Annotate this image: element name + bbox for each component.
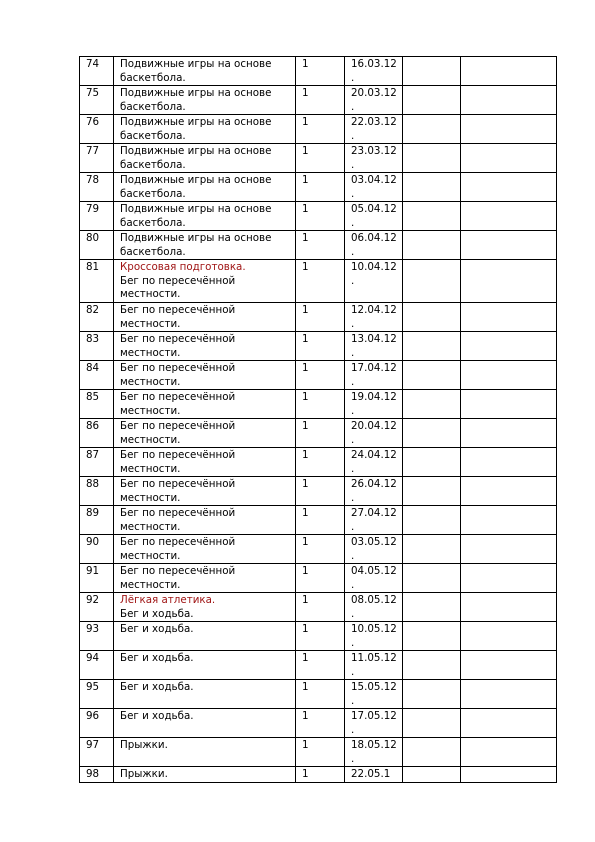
lesson-number-cell: 87 bbox=[80, 448, 114, 477]
empty-cell bbox=[461, 115, 557, 144]
lesson-topic-cell bbox=[114, 651, 296, 680]
empty-cell bbox=[461, 86, 557, 115]
lesson-hours-cell: 1 bbox=[296, 260, 345, 303]
lesson-topic: Бег по пересечённой местности. bbox=[120, 449, 236, 475]
empty-cell bbox=[403, 448, 461, 477]
lesson-hours-cell: 1 bbox=[296, 173, 345, 202]
lesson-date-cell: 03.05.12. bbox=[345, 535, 403, 564]
lesson-date-cell: 20.04.12. bbox=[345, 419, 403, 448]
lesson-topic: Бег по пересечённой местности. bbox=[120, 536, 236, 562]
lesson-topic: Подвижные игры на основе баскетбола. bbox=[120, 58, 272, 84]
empty-cell bbox=[403, 767, 461, 783]
empty-cell bbox=[461, 231, 557, 260]
lesson-topic: Бег и ходьба. bbox=[120, 681, 194, 693]
lesson-topic: Подвижные игры на основе баскетбола. bbox=[120, 116, 272, 142]
empty-cell bbox=[461, 738, 557, 767]
lesson-topic-cell bbox=[114, 115, 296, 144]
empty-cell bbox=[461, 57, 557, 86]
lesson-date-cell: 18.05.12. bbox=[345, 738, 403, 767]
lesson-number-cell: 78 bbox=[80, 173, 114, 202]
lesson-topic-cell bbox=[114, 57, 296, 86]
lesson-date-cell: 15.05.12. bbox=[345, 680, 403, 709]
empty-cell bbox=[403, 477, 461, 506]
lesson-topic: Бег по пересечённой местности. bbox=[120, 420, 236, 446]
lesson-topic-cell bbox=[114, 738, 296, 767]
lesson-number-cell: 95 bbox=[80, 680, 114, 709]
empty-cell bbox=[461, 535, 557, 564]
lesson-number-cell: 83 bbox=[80, 332, 114, 361]
lesson-hours-cell: 1 bbox=[296, 86, 345, 115]
lesson-topic: Бег и ходьба. bbox=[120, 607, 194, 620]
lesson-topic-cell bbox=[114, 535, 296, 564]
lesson-date-cell: 10.05.12. bbox=[345, 622, 403, 651]
lesson-date-cell: 23.03.12. bbox=[345, 144, 403, 173]
lesson-topic-cell bbox=[114, 202, 296, 231]
empty-cell bbox=[461, 303, 557, 332]
empty-cell bbox=[461, 767, 557, 783]
section-heading: Кроссовая подготовка. bbox=[120, 261, 246, 273]
empty-cell bbox=[461, 448, 557, 477]
lesson-number-cell: 92 bbox=[80, 593, 114, 622]
lesson-topic: Бег и ходьба. bbox=[120, 623, 194, 635]
lesson-number-cell: 91 bbox=[80, 564, 114, 593]
lesson-number-cell: 89 bbox=[80, 506, 114, 535]
table-row bbox=[80, 144, 557, 173]
table-row bbox=[80, 57, 557, 86]
lesson-topic-cell bbox=[114, 593, 296, 622]
empty-cell bbox=[403, 202, 461, 231]
empty-cell bbox=[403, 390, 461, 419]
table-row bbox=[80, 390, 557, 419]
table-row bbox=[80, 506, 557, 535]
table-row bbox=[80, 709, 557, 738]
lesson-number-cell: 85 bbox=[80, 390, 114, 419]
empty-cell bbox=[461, 332, 557, 361]
empty-cell bbox=[461, 477, 557, 506]
empty-cell bbox=[403, 622, 461, 651]
lesson-number-cell: 77 bbox=[80, 144, 114, 173]
lesson-table bbox=[79, 56, 557, 783]
lesson-number-cell: 88 bbox=[80, 477, 114, 506]
lesson-hours-cell: 1 bbox=[296, 390, 345, 419]
empty-cell bbox=[403, 709, 461, 738]
lesson-date-cell: 19.04.12. bbox=[345, 390, 403, 419]
table-row bbox=[80, 564, 557, 593]
empty-cell bbox=[403, 535, 461, 564]
table-row bbox=[80, 622, 557, 651]
lesson-date-cell: 08.05.12. bbox=[345, 593, 403, 622]
lesson-topic-cell bbox=[114, 361, 296, 390]
lesson-topic: Подвижные игры на основе баскетбола. bbox=[120, 232, 272, 258]
lesson-topic: Бег по пересечённой местности. bbox=[120, 274, 236, 300]
lesson-topic-cell bbox=[114, 680, 296, 709]
lesson-number-cell: 86 bbox=[80, 419, 114, 448]
lesson-number-cell: 80 bbox=[80, 231, 114, 260]
empty-cell bbox=[403, 231, 461, 260]
lesson-topic: Бег по пересечённой местности. bbox=[120, 304, 236, 330]
lesson-number-cell: 74 bbox=[80, 57, 114, 86]
lesson-hours-cell: 1 bbox=[296, 622, 345, 651]
empty-cell bbox=[403, 86, 461, 115]
lesson-topic: Бег по пересечённой местности. bbox=[120, 565, 236, 591]
lesson-number-cell: 98 bbox=[80, 767, 114, 783]
empty-cell bbox=[403, 680, 461, 709]
empty-cell bbox=[461, 651, 557, 680]
table-row bbox=[80, 332, 557, 361]
lesson-hours-cell: 1 bbox=[296, 651, 345, 680]
lesson-date-cell: 27.04.12. bbox=[345, 506, 403, 535]
lesson-hours-cell: 1 bbox=[296, 361, 345, 390]
empty-cell bbox=[403, 564, 461, 593]
lesson-topic-cell bbox=[114, 419, 296, 448]
lesson-hours-cell: 1 bbox=[296, 303, 345, 332]
lesson-date-cell: 11.05.12. bbox=[345, 651, 403, 680]
empty-cell bbox=[403, 593, 461, 622]
lesson-date-cell: 24.04.12. bbox=[345, 448, 403, 477]
schedule-sheet bbox=[79, 56, 556, 783]
empty-cell bbox=[461, 173, 557, 202]
empty-cell bbox=[461, 709, 557, 738]
lesson-hours-cell: 1 bbox=[296, 202, 345, 231]
lesson-topic-cell bbox=[114, 622, 296, 651]
lesson-topic-cell bbox=[114, 477, 296, 506]
table-row bbox=[80, 448, 557, 477]
lesson-number-cell: 79 bbox=[80, 202, 114, 231]
lesson-topic: Подвижные игры на основе баскетбола. bbox=[120, 174, 272, 200]
lesson-topic: Подвижные игры на основе баскетбола. bbox=[120, 203, 272, 229]
lesson-number-cell: 94 bbox=[80, 651, 114, 680]
empty-cell bbox=[403, 419, 461, 448]
empty-cell bbox=[403, 738, 461, 767]
lesson-date-cell: 12.04.12. bbox=[345, 303, 403, 332]
lesson-topic: Подвижные игры на основе баскетбола. bbox=[120, 87, 272, 113]
table-row bbox=[80, 173, 557, 202]
empty-cell bbox=[461, 564, 557, 593]
lesson-topic-cell bbox=[114, 260, 296, 303]
lesson-hours-cell: 1 bbox=[296, 593, 345, 622]
empty-cell bbox=[461, 419, 557, 448]
lesson-number-cell: 82 bbox=[80, 303, 114, 332]
lesson-hours-cell: 1 bbox=[296, 680, 345, 709]
empty-cell bbox=[403, 332, 461, 361]
table-row bbox=[80, 202, 557, 231]
empty-cell bbox=[461, 260, 557, 303]
lesson-number-cell: 90 bbox=[80, 535, 114, 564]
lesson-date-cell: 16.03.12. bbox=[345, 57, 403, 86]
lesson-topic-cell bbox=[114, 303, 296, 332]
lesson-hours-cell: 1 bbox=[296, 477, 345, 506]
empty-cell bbox=[461, 390, 557, 419]
empty-cell bbox=[403, 57, 461, 86]
table-row bbox=[80, 535, 557, 564]
lesson-number-cell: 75 bbox=[80, 86, 114, 115]
lesson-hours-cell: 1 bbox=[296, 231, 345, 260]
table-row bbox=[80, 477, 557, 506]
table-row bbox=[80, 767, 557, 783]
lesson-date-cell: 13.04.12. bbox=[345, 332, 403, 361]
table-row bbox=[80, 680, 557, 709]
lesson-topic: Бег по пересечённой местности. bbox=[120, 507, 236, 533]
empty-cell bbox=[461, 680, 557, 709]
table-row bbox=[80, 86, 557, 115]
lesson-number-cell: 97 bbox=[80, 738, 114, 767]
lesson-topic-cell bbox=[114, 506, 296, 535]
empty-cell bbox=[403, 115, 461, 144]
empty-cell bbox=[403, 651, 461, 680]
lesson-topic-cell bbox=[114, 767, 296, 783]
lesson-date-cell: 03.04.12. bbox=[345, 173, 403, 202]
lesson-number-cell: 96 bbox=[80, 709, 114, 738]
lesson-hours-cell: 1 bbox=[296, 448, 345, 477]
lesson-topic: Бег по пересечённой местности. bbox=[120, 391, 236, 417]
table-row bbox=[80, 115, 557, 144]
lesson-date-cell: 17.04.12. bbox=[345, 361, 403, 390]
lesson-topic-cell bbox=[114, 448, 296, 477]
empty-cell bbox=[403, 144, 461, 173]
lesson-hours-cell: 1 bbox=[296, 564, 345, 593]
empty-cell bbox=[403, 506, 461, 535]
lesson-date-cell: 06.04.12. bbox=[345, 231, 403, 260]
table-row bbox=[80, 419, 557, 448]
empty-cell bbox=[461, 361, 557, 390]
empty-cell bbox=[461, 202, 557, 231]
lesson-date-cell: 22.05.1 bbox=[345, 767, 403, 783]
lesson-topic-cell bbox=[114, 332, 296, 361]
table-row bbox=[80, 260, 557, 303]
lesson-hours-cell: 1 bbox=[296, 57, 345, 86]
lesson-hours-cell: 1 bbox=[296, 332, 345, 361]
lesson-topic: Бег и ходьба. bbox=[120, 652, 194, 664]
lesson-date-cell: 17.05.12. bbox=[345, 709, 403, 738]
empty-cell bbox=[461, 144, 557, 173]
empty-cell bbox=[403, 260, 461, 303]
lesson-number-cell: 84 bbox=[80, 361, 114, 390]
lesson-hours-cell: 1 bbox=[296, 506, 345, 535]
table-row bbox=[80, 738, 557, 767]
lesson-hours-cell: 1 bbox=[296, 738, 345, 767]
lesson-topic-cell bbox=[114, 390, 296, 419]
lesson-number-cell: 76 bbox=[80, 115, 114, 144]
table-row bbox=[80, 303, 557, 332]
lesson-topic: Бег по пересечённой местности. bbox=[120, 478, 236, 504]
lesson-hours-cell: 1 bbox=[296, 767, 345, 783]
table-row bbox=[80, 231, 557, 260]
lesson-topic-cell bbox=[114, 144, 296, 173]
lesson-hours-cell: 1 bbox=[296, 709, 345, 738]
empty-cell bbox=[461, 506, 557, 535]
lesson-date-cell: 04.05.12. bbox=[345, 564, 403, 593]
lesson-topic-cell bbox=[114, 564, 296, 593]
lesson-number-cell: 93 bbox=[80, 622, 114, 651]
lesson-date-cell: 05.04.12. bbox=[345, 202, 403, 231]
empty-cell bbox=[403, 173, 461, 202]
empty-cell bbox=[403, 303, 461, 332]
lesson-topic: Подвижные игры на основе баскетбола. bbox=[120, 145, 272, 171]
lesson-topic: Бег по пересечённой местности. bbox=[120, 333, 236, 359]
empty-cell bbox=[461, 622, 557, 651]
table-row bbox=[80, 651, 557, 680]
lesson-hours-cell: 1 bbox=[296, 115, 345, 144]
lesson-topic: Бег по пересечённой местности. bbox=[120, 362, 236, 388]
lesson-hours-cell: 1 bbox=[296, 144, 345, 173]
lesson-number-cell: 81 bbox=[80, 260, 114, 303]
lesson-topic: Прыжки. bbox=[120, 739, 168, 751]
lesson-topic: Бег и ходьба. bbox=[120, 710, 194, 722]
lesson-topic-cell bbox=[114, 709, 296, 738]
lesson-date-cell: 20.03.12. bbox=[345, 86, 403, 115]
lesson-hours-cell: 1 bbox=[296, 535, 345, 564]
section-heading: Лёгкая атлетика. bbox=[120, 594, 216, 606]
lesson-topic: Прыжки. bbox=[120, 768, 168, 780]
empty-cell bbox=[461, 593, 557, 622]
empty-cell bbox=[403, 361, 461, 390]
table-row bbox=[80, 593, 557, 622]
lesson-table-body bbox=[80, 57, 557, 783]
table-row bbox=[80, 361, 557, 390]
lesson-topic-cell bbox=[114, 231, 296, 260]
lesson-date-cell: 26.04.12. bbox=[345, 477, 403, 506]
lesson-date-cell: 10.04.12. bbox=[345, 260, 403, 303]
lesson-topic-cell bbox=[114, 173, 296, 202]
lesson-topic-cell bbox=[114, 86, 296, 115]
lesson-hours-cell: 1 bbox=[296, 419, 345, 448]
lesson-date-cell: 22.03.12. bbox=[345, 115, 403, 144]
